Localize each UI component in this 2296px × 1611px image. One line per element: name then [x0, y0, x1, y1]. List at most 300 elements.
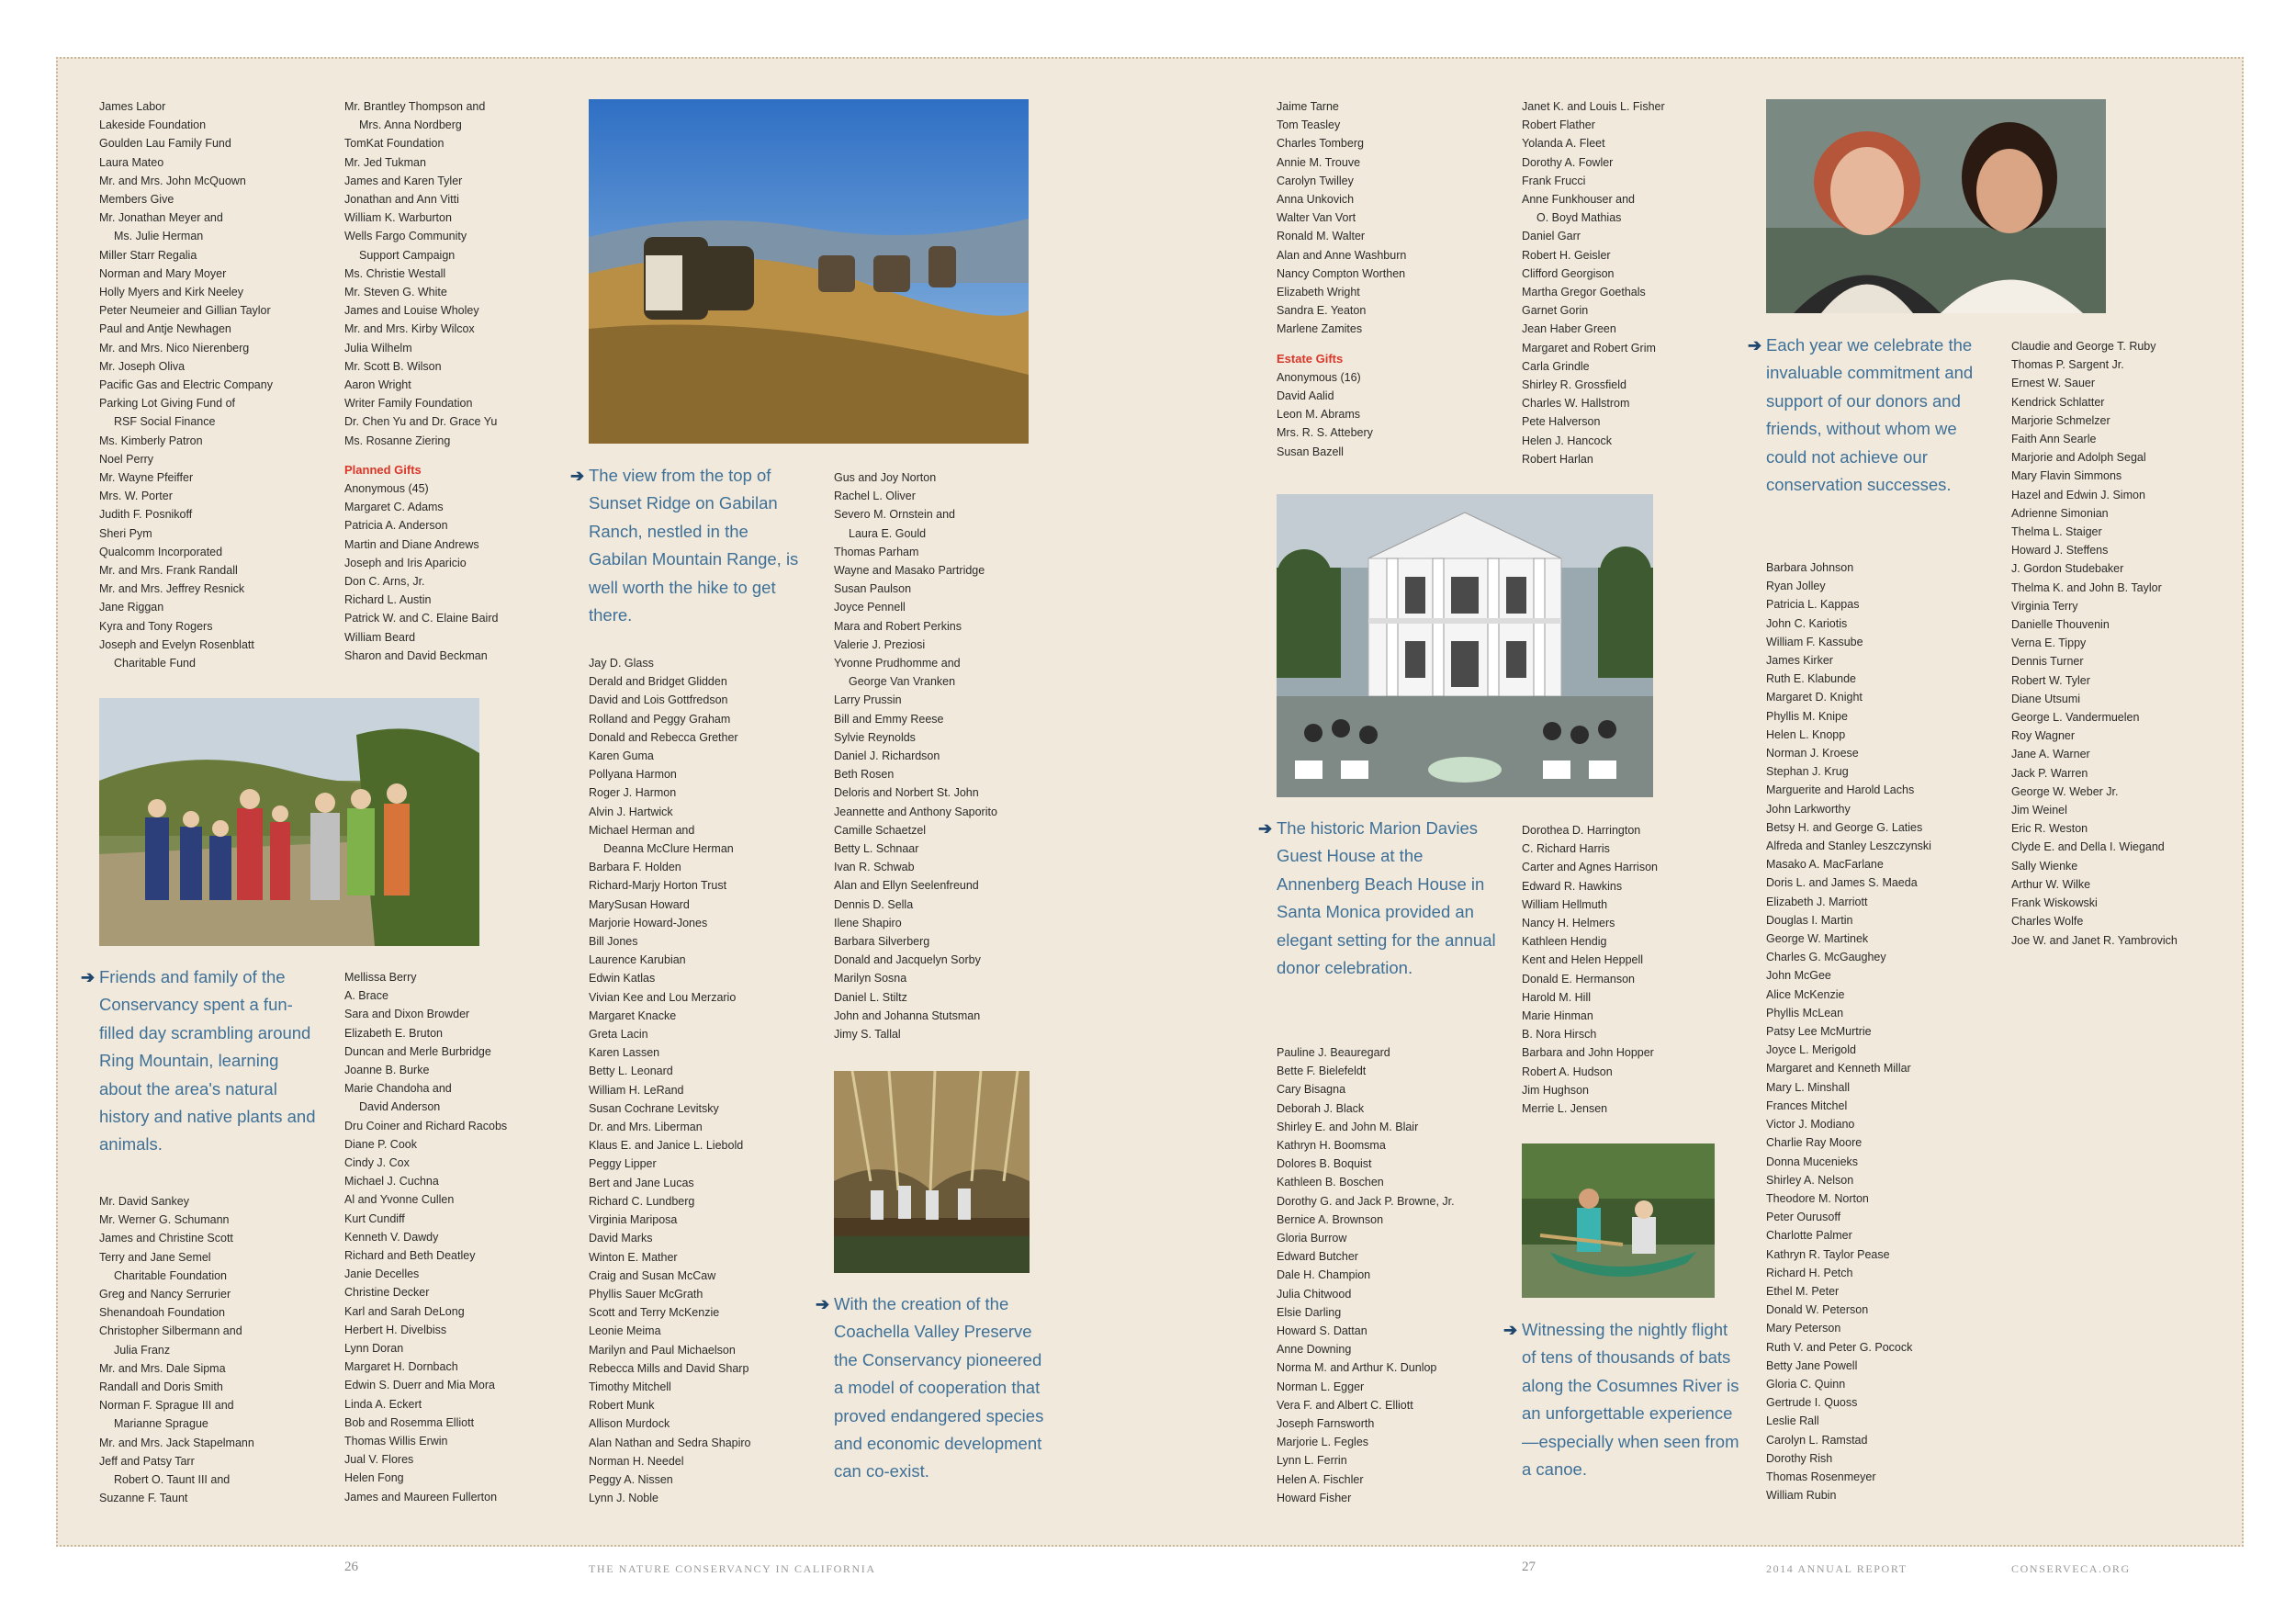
- page-number-left: 26: [344, 1560, 358, 1574]
- donor-name: Robert Flather: [1522, 118, 1595, 132]
- donor-name: William H. LeRand: [589, 1083, 684, 1097]
- caption-coachella: [816, 1290, 1054, 1486]
- donor-name: Holly Myers and Kirk Neeley: [99, 286, 243, 299]
- donor-column-6: [1522, 97, 1761, 468]
- donor-name: Jimy S. Tallal: [834, 1028, 901, 1042]
- donor-name: Rachel L. Oliver: [834, 490, 916, 503]
- donor-name: Phyllis McLean: [1766, 1006, 1844, 1020]
- arrow-icon: ➔: [1748, 336, 1762, 355]
- donor-column-1b: [99, 1192, 338, 1507]
- donor-name: Clifford Georgison: [1522, 266, 1615, 280]
- donor-name: Janie Decelles: [344, 1267, 420, 1281]
- donor-name: Joseph Farnsworth: [1277, 1417, 1375, 1431]
- donor-name: MarySusan Howard: [589, 897, 690, 911]
- donor-name: Mr. Jed Tukman: [344, 155, 426, 169]
- donor-name: Valerie J. Preziosi: [834, 637, 926, 651]
- donor-name: Mary Peterson: [1766, 1322, 1841, 1335]
- donor-name: Rolland and Peggy Graham: [589, 712, 731, 726]
- donor-name: Dennis Turner: [2011, 655, 2084, 669]
- donor-name: Joyce Pennell: [834, 601, 906, 614]
- donor-name: Kathleen Hendig: [1522, 935, 1607, 949]
- arrow-icon: ➔: [1503, 1321, 1518, 1339]
- donor-name: Elizabeth Wright: [1277, 286, 1360, 299]
- donor-name: Virginia Mariposa: [589, 1213, 678, 1227]
- donor-name: Suzanne F. Taunt: [99, 1492, 188, 1505]
- donor-name: Shirley E. and John M. Blair: [1277, 1120, 1419, 1133]
- photo-sunset-ridge: [589, 99, 1029, 444]
- donor-name: Kurt Cundiff: [344, 1211, 405, 1225]
- donor-name: Faith Ann Searle: [2011, 433, 2097, 446]
- donor-name: Richard C. Lundberg: [589, 1194, 695, 1208]
- donor-name: Ryan Jolley: [1766, 580, 1826, 593]
- donor-list: [344, 968, 583, 1506]
- donor-name: Donald and Rebecca Grether: [589, 730, 738, 744]
- donor-name: William Rubin: [1766, 1489, 1837, 1503]
- donor-name: Michael Herman and: [589, 823, 695, 837]
- donor-name: Jane A. Warner: [2011, 748, 2090, 761]
- donor-name: David Aalid: [1277, 389, 1334, 403]
- donor-name: Wayne and Masako Partridge: [834, 564, 985, 578]
- donor-name: George Van Vranken: [849, 675, 956, 689]
- donor-name: Janet K. and Louis L. Fisher: [1522, 100, 1665, 113]
- donor-name: Daniel Garr: [1522, 230, 1581, 243]
- donor-name: Support Campaign: [359, 248, 456, 262]
- donor-name: Dru Coiner and Richard Racobs: [344, 1119, 508, 1132]
- donor-name: Dolores B. Boquist: [1277, 1157, 1372, 1171]
- donor-name: Miller Starr Regalia: [99, 248, 197, 262]
- donor-list: [99, 1192, 338, 1507]
- donor-name: Greta Lacin: [589, 1028, 648, 1042]
- donor-name: Norman L. Egger: [1277, 1380, 1365, 1393]
- donor-list: [344, 479, 583, 665]
- donor-name: Patricia L. Kappas: [1766, 598, 1860, 612]
- donor-name: Robert Munk: [589, 1399, 655, 1413]
- donor-name: Shenandoah Foundation: [99, 1306, 225, 1320]
- donor-name: Garnet Gorin: [1522, 304, 1589, 318]
- donor-name: Noel Perry: [99, 452, 154, 466]
- donor-name: Rebecca Mills and David Sharp: [589, 1361, 749, 1375]
- donor-name: Pete Halverson: [1522, 415, 1601, 429]
- donor-name: Timothy Mitchell: [589, 1380, 671, 1393]
- donor-name: Karl and Sarah DeLong: [344, 1304, 465, 1318]
- donor-name: Mr. Joseph Oliva: [99, 359, 186, 373]
- donor-name: Leonie Meima: [589, 1324, 661, 1338]
- donor-name: Aaron Wright: [344, 378, 411, 392]
- donor-name: Anonymous (45): [344, 482, 429, 496]
- donor-name: Peggy A. Nissen: [589, 1472, 673, 1486]
- donor-name: Joseph and Iris Aparicio: [344, 556, 467, 569]
- donor-name: Kathryn R. Taylor Pease: [1766, 1247, 1890, 1261]
- donor-name: Virginia Terry: [2011, 599, 2078, 613]
- donor-name: Dr. Chen Yu and Dr. Grace Yu: [344, 415, 498, 429]
- donor-name: Greg and Nancy Serrurier: [99, 1288, 231, 1301]
- donor-name: Norma M. and Arthur K. Dunlop: [1277, 1361, 1437, 1375]
- donor-name: Ruth V. and Peter G. Pocock: [1766, 1340, 1913, 1354]
- donor-name: Ms. Kimberly Patron: [99, 434, 203, 447]
- donor-name: Karen Guma: [589, 749, 654, 763]
- donor-name: Betty L. Schnaar: [834, 842, 919, 856]
- donor-name: Don C. Arns, Jr.: [344, 575, 425, 589]
- donor-name: Duncan and Merle Burbridge: [344, 1044, 491, 1058]
- donor-name: Masako A. MacFarlane: [1766, 858, 1884, 872]
- donor-column-7: [1766, 558, 2005, 1504]
- donor-name: James Labor: [99, 100, 166, 113]
- donor-name: Thomas Parham: [834, 545, 919, 558]
- donor-name: Kathryn H. Boomsma: [1277, 1139, 1386, 1153]
- donor-name: Alfreda and Stanley Leszczynski: [1766, 839, 1931, 853]
- donor-name: Daniel J. Richardson: [834, 749, 940, 763]
- donor-name: C. Richard Harris: [1522, 842, 1610, 856]
- donor-name: John Larkworthy: [1766, 802, 1851, 816]
- donor-name: Bill and Emmy Reese: [834, 712, 944, 726]
- caption-sunset-ridge: [570, 462, 809, 629]
- donor-name: Mr. Werner G. Schumann: [99, 1213, 230, 1227]
- donor-name: Craig and Susan McCaw: [589, 1268, 716, 1282]
- donor-name: Claudie and George T. Ruby: [2011, 340, 2156, 353]
- donor-name: Robert H. Geisler: [1522, 248, 1611, 262]
- donor-name: Doris L. and James S. Maeda: [1766, 876, 1918, 890]
- donor-name: Stephan J. Krug: [1766, 765, 1849, 779]
- footer-publication-title: THE NATURE CONSERVANCY IN CALIFORNIA: [589, 1562, 876, 1575]
- donor-name: Dennis D. Sella: [834, 897, 914, 911]
- donor-name: John McGee: [1766, 969, 1831, 983]
- donor-name: Margaret D. Knight: [1766, 691, 1863, 704]
- donor-name: Elizabeth E. Bruton: [344, 1026, 444, 1040]
- donor-name: Mr. Steven G. White: [344, 286, 447, 299]
- donor-name: Laura Mateo: [99, 155, 164, 169]
- donor-name: Kyra and Tony Rogers: [99, 619, 213, 633]
- donor-name: Lynn L. Ferrin: [1277, 1454, 1347, 1468]
- donor-name: Peter Neumeier and Gillian Taylor: [99, 304, 271, 318]
- donor-name: Donald and Jacquelyn Sorby: [834, 953, 981, 967]
- donor-name: TomKat Foundation: [344, 137, 445, 151]
- donor-list: [1766, 558, 2005, 1504]
- donor-name: Margaret C. Adams: [344, 501, 444, 514]
- donor-name: Ms. Christie Westall: [344, 266, 446, 280]
- donor-name: Julia Wilhelm: [344, 341, 412, 355]
- donor-list: [1277, 1043, 1518, 1507]
- donor-name: Marilyn and Paul Michaelson: [589, 1343, 736, 1357]
- donor-name: Betty Jane Powell: [1766, 1358, 1858, 1372]
- donor-name: Michael J. Cuchna: [344, 1175, 439, 1189]
- donor-name: Thelma K. and John B. Taylor: [2011, 580, 2162, 594]
- donor-column-4: [834, 468, 1073, 1043]
- donor-name: George W. Weber Jr.: [2011, 784, 2119, 798]
- donor-name: Margaret and Kenneth Millar: [1766, 1062, 1911, 1076]
- donor-name: Yolanda A. Fleet: [1522, 137, 1605, 151]
- donor-name: Charles Tomberg: [1277, 137, 1364, 151]
- donor-name: Roy Wagner: [2011, 729, 2076, 743]
- donor-name: Alan and Anne Washburn: [1277, 248, 1407, 262]
- donor-name: Mr. and Mrs. John McQuown: [99, 174, 246, 187]
- donor-name: Ms. Julie Herman: [114, 230, 204, 243]
- donor-name: Douglas I. Martin: [1766, 913, 1853, 927]
- caption-text: The view from the top of Sunset Ridge on Gabilan Ranch, nestled in the Gabilan Mountain Range, is well worth the hike to get there.: [589, 466, 799, 625]
- donor-name: Jean Haber Green: [1522, 322, 1616, 336]
- donor-column-2c: [344, 968, 583, 1506]
- donor-name: Anna Unkovich: [1277, 193, 1355, 207]
- caption-text: Witnessing the nightly flight of tens of thousands of bats along the Cosumnes River is an unforgettable experience—especially when seen from a canoe.: [1522, 1320, 1739, 1480]
- donor-name: Mary L. Minshall: [1766, 1080, 1850, 1094]
- donor-name: Deanna McClure Herman: [603, 842, 734, 856]
- donor-name: Eric R. Weston: [2011, 822, 2088, 836]
- donor-name: Dr. and Mrs. Liberman: [589, 1121, 703, 1134]
- donor-name: Edwin S. Duerr and Mia Mora: [344, 1379, 495, 1392]
- donor-name: Barbara Silverberg: [834, 935, 930, 949]
- donor-name: Joyce L. Merigold: [1766, 1043, 1856, 1057]
- donor-list: [2011, 337, 2250, 950]
- donor-name: Deborah J. Black: [1277, 1101, 1365, 1115]
- donor-name: Howard J. Steffens: [2011, 544, 2109, 558]
- footer-report-title: 2014 ANNUAL REPORT: [1766, 1562, 1908, 1575]
- donor-name: Wells Fargo Community: [344, 230, 467, 243]
- donor-name: William F. Kassube: [1766, 635, 1863, 648]
- donor-name: Allison Murdock: [589, 1417, 670, 1431]
- donor-name: Charitable Fund: [114, 657, 196, 670]
- donor-name: Phyllis Sauer McGrath: [589, 1287, 703, 1301]
- donor-name: Frank Frucci: [1522, 174, 1586, 187]
- donor-name: Mr. Wayne Pfeiffer: [99, 471, 194, 485]
- donor-name: Nancy Compton Worthen: [1277, 266, 1406, 280]
- photo-cosumnes-canoe: [1522, 1143, 1715, 1298]
- donor-name: Annie M. Trouve: [1277, 155, 1361, 169]
- donor-name: Marilyn Sosna: [834, 972, 907, 986]
- donor-name: Jual V. Flores: [344, 1453, 414, 1467]
- donor-name: Marie Hinman: [1522, 1009, 1593, 1023]
- donor-name: Lynn Doran: [344, 1342, 404, 1356]
- donor-name: Marlene Zamites: [1277, 322, 1363, 336]
- donor-name: Richard-Marjy Horton Trust: [589, 879, 727, 893]
- donor-name: Jaime Tarne: [1277, 100, 1339, 113]
- donor-name: Al and Yvonne Cullen: [344, 1193, 455, 1207]
- donor-name: Marie Chandoha and: [344, 1082, 452, 1096]
- donor-name: Mrs. R. S. Attebery: [1277, 426, 1373, 440]
- donor-name: Barbara and John Hopper: [1522, 1046, 1654, 1060]
- donor-name: Lakeside Foundation: [99, 118, 207, 132]
- donor-column-5: [1277, 97, 1515, 461]
- donor-name: Susan Paulson: [834, 582, 912, 596]
- donor-name: Sara and Dixon Browder: [344, 1008, 470, 1021]
- donor-name: Victor J. Modiano: [1766, 1118, 1855, 1132]
- donor-name: Jim Hughson: [1522, 1083, 1589, 1097]
- donor-name: Sheri Pym: [99, 526, 152, 540]
- donor-name: Martin and Diane Andrews: [344, 537, 479, 551]
- donor-name: Patrick W. and C. Elaine Baird: [344, 612, 499, 625]
- arrow-icon: ➔: [570, 467, 585, 485]
- donor-name: Marguerite and Harold Lachs: [1766, 783, 1915, 797]
- donor-column-6b: [1522, 821, 1761, 1118]
- donor-name: Goulden Lau Family Fund: [99, 137, 231, 151]
- footer-website: CONSERVECA.ORG: [2011, 1562, 2131, 1575]
- donor-name: Larry Prussin: [834, 693, 902, 707]
- donor-name: Bob and Rosemma Elliott: [344, 1415, 475, 1429]
- donor-name: Elsie Darling: [1277, 1305, 1342, 1319]
- donor-name: Judith F. Posnikoff: [99, 508, 193, 522]
- donor-list: [344, 97, 583, 450]
- donor-name: Roger J. Harmon: [589, 786, 677, 800]
- donor-name: Anne Funkhouser and: [1522, 193, 1636, 207]
- donor-name: Richard L. Austin: [344, 593, 432, 607]
- donor-name: Diane P. Cook: [344, 1137, 417, 1151]
- donor-name: Kathleen B. Boschen: [1277, 1176, 1384, 1189]
- donor-name: Jeannette and Anthony Saporito: [834, 805, 997, 818]
- donor-name: Ronald M. Walter: [1277, 230, 1366, 243]
- donor-name: Margaret and Robert Grim: [1522, 341, 1656, 355]
- donor-name: Julia Chitwood: [1277, 1287, 1352, 1301]
- donor-name: Edward Butcher: [1277, 1250, 1358, 1264]
- donor-name: Bernice A. Brownson: [1277, 1212, 1384, 1226]
- donor-name: Sally Wienke: [2011, 859, 2078, 873]
- donor-name: Charitable Foundation: [114, 1268, 227, 1282]
- donor-name: William Beard: [344, 630, 416, 644]
- section-title-planned-gifts: Planned Gifts: [344, 462, 422, 477]
- donor-name: Leslie Rall: [1766, 1414, 1819, 1428]
- donor-name: Joseph and Evelyn Rosenblatt: [99, 637, 254, 651]
- donor-name: Norman H. Needel: [589, 1454, 684, 1468]
- donor-list: [834, 468, 1073, 1043]
- donor-name: Cary Bisagna: [1277, 1083, 1346, 1097]
- donor-name: Hazel and Edwin J. Simon: [2011, 488, 2145, 501]
- donor-name: Kendrick Schlatter: [2011, 395, 2105, 409]
- page-number-right: 27: [1522, 1560, 1536, 1574]
- donor-name: James and Christine Scott: [99, 1232, 233, 1245]
- arrow-icon: ➔: [81, 968, 96, 986]
- donor-name: Camille Schaetzel: [834, 823, 927, 837]
- donor-name: Walter Van Vort: [1277, 211, 1356, 225]
- donor-name: Merrie L. Jensen: [1522, 1102, 1608, 1116]
- donor-list: [1277, 97, 1515, 339]
- donor-name: Norman and Mary Moyer: [99, 266, 227, 280]
- donor-name: Charlie Ray Moore: [1766, 1136, 1863, 1150]
- photo-two-women-portrait: [1766, 99, 2106, 313]
- donor-column-3: [589, 654, 830, 1507]
- caption-cosumnes: [1503, 1316, 1742, 1483]
- donor-name: Kent and Helen Heppell: [1522, 953, 1644, 967]
- donor-name: Patsy Lee McMurtrie: [1766, 1025, 1872, 1039]
- donor-name: Marjorie Howard-Jones: [589, 916, 708, 929]
- donor-name: Mara and Robert Perkins: [834, 619, 962, 633]
- caption-text: Friends and family of the Conservancy spent a fun-filled day scrambling around Ring Mountain, learning about the area's natural history and native plants and animals.: [99, 967, 316, 1155]
- donor-column-5c: [1277, 1043, 1518, 1507]
- donor-name: Howard Fisher: [1277, 1491, 1352, 1504]
- donor-name: Gloria Burrow: [1277, 1232, 1347, 1245]
- donor-name: Helen Fong: [344, 1471, 404, 1485]
- donor-name: Ms. Rosanne Ziering: [344, 434, 451, 447]
- donor-name: Mr. and Mrs. Frank Randall: [99, 564, 238, 578]
- donor-name: Dorothy Rish: [1766, 1451, 1833, 1465]
- donor-name: RSF Social Finance: [114, 415, 216, 429]
- donor-name: Linda A. Eckert: [344, 1397, 422, 1411]
- donor-name: Nancy H. Helmers: [1522, 917, 1615, 930]
- donor-name: Ivan R. Schwab: [834, 861, 915, 874]
- donor-name: Margaret Knacke: [589, 1008, 677, 1022]
- donor-name: Norman F. Sprague III and: [99, 1399, 234, 1413]
- donor-name: Carla Grindle: [1522, 359, 1590, 373]
- donor-name: Deloris and Norbert St. John: [834, 786, 979, 800]
- donor-name: Yvonne Prudhomme and: [834, 657, 961, 670]
- donor-name: Mr. Jonathan Meyer and: [99, 211, 223, 225]
- donor-name: Alan and Ellyn Seelenfreund: [834, 879, 979, 893]
- donor-name: Sandra E. Yeaton: [1277, 304, 1367, 318]
- donor-name: Kenneth V. Dawdy: [344, 1230, 439, 1244]
- donor-name: Edward R. Hawkins: [1522, 879, 1623, 893]
- caption-text: Each year we celebrate the invaluable commitment and support of our donors and friends, without whom we could not achieve our conservation successes.: [1766, 335, 1974, 495]
- arrow-icon: ➔: [1258, 819, 1273, 838]
- donor-name: Carter and Agnes Harrison: [1522, 861, 1658, 874]
- donor-name: John C. Kariotis: [1766, 616, 1848, 630]
- donor-name: Cindy J. Cox: [344, 1156, 410, 1170]
- donor-name: Charles G. McGaughey: [1766, 951, 1886, 964]
- donor-name: Jack P. Warren: [2011, 766, 2088, 780]
- donor-name: Anne Downing: [1277, 1343, 1352, 1357]
- donor-name: Phyllis M. Knipe: [1766, 709, 1848, 723]
- donor-name: Mr. and Mrs. Jeffrey Resnick: [99, 582, 245, 596]
- donor-name: Ruth E. Klabunde: [1766, 672, 1856, 686]
- donor-name: Pauline J. Beauregard: [1277, 1046, 1390, 1059]
- donor-name: Frances Mitchel: [1766, 1098, 1848, 1112]
- donor-name: Jim Weinel: [2011, 804, 2067, 817]
- donor-name: Leon M. Abrams: [1277, 408, 1361, 422]
- donor-name: Verna E. Tippy: [2011, 637, 2087, 650]
- donor-name: Donald W. Peterson: [1766, 1303, 1869, 1317]
- caption-celebrate: [1748, 332, 1986, 499]
- donor-name: Lynn J. Noble: [589, 1492, 658, 1505]
- donor-name: Jeff and Patsy Tarr: [99, 1454, 195, 1468]
- donor-name: James and Louise Wholey: [344, 304, 479, 318]
- photo-marion-davies-guest-house: [1277, 494, 1653, 797]
- photo-coachella-palm-oasis: [834, 1071, 1030, 1273]
- donor-name: Charles W. Hallstrom: [1522, 397, 1630, 411]
- donor-name: Karen Lassen: [589, 1046, 660, 1060]
- caption-marion-davies: [1258, 815, 1497, 982]
- donor-name: Barbara Johnson: [1766, 561, 1854, 574]
- donor-name: Mary Flavin Simmons: [2011, 469, 2122, 483]
- donor-name: Mr. David Sankey: [99, 1195, 189, 1208]
- donor-name: Marjorie L. Fegles: [1277, 1436, 1369, 1449]
- donor-name: Writer Family Foundation: [344, 397, 473, 411]
- donor-list: [99, 97, 338, 672]
- donor-name: Peter Ourusoff: [1766, 1211, 1841, 1224]
- donor-name: Helen L. Knopp: [1766, 727, 1846, 741]
- donor-name: George W. Martinek: [1766, 932, 1869, 946]
- donor-name: Ilene Shapiro: [834, 916, 902, 929]
- donor-name: Gertrude I. Quoss: [1766, 1396, 1858, 1410]
- donor-name: Mr. and Mrs. Dale Sipma: [99, 1361, 226, 1375]
- donor-name: Donna Mucenieks: [1766, 1155, 1859, 1168]
- donor-name: Gus and Joy Norton: [834, 471, 937, 484]
- donor-name: Adrienne Simonian: [2011, 506, 2109, 520]
- donor-name: Dale H. Champion: [1277, 1268, 1371, 1282]
- donor-column-2: [344, 97, 583, 665]
- donor-name: Paul and Antje Newhagen: [99, 322, 231, 336]
- donor-name: Julia Franz: [114, 1343, 171, 1357]
- donor-list: [589, 654, 830, 1507]
- donor-name: Richard H. Petch: [1766, 1266, 1853, 1279]
- section-title-estate-gifts: Estate Gifts: [1277, 351, 1344, 366]
- donor-name: Jane Riggan: [99, 601, 164, 614]
- donor-name: Danielle Thouvenin: [2011, 618, 2110, 632]
- donor-name: Laura E. Gould: [849, 526, 927, 540]
- donor-name: Dorothy G. and Jack P. Browne, Jr.: [1277, 1194, 1455, 1208]
- donor-name: Bette F. Bielefeldt: [1277, 1065, 1367, 1078]
- donor-name: J. Gordon Studebaker: [2011, 562, 2124, 576]
- donor-name: Mrs. W. Porter: [99, 490, 173, 503]
- donor-name: Severo M. Ornstein and: [834, 508, 956, 522]
- donor-name: Christine Decker: [344, 1286, 430, 1300]
- donor-name: Susan Cochrane Levitsky: [589, 1101, 719, 1115]
- donor-name: Elizabeth J. Marriott: [1766, 895, 1868, 908]
- donor-name: James and Karen Tyler: [344, 174, 463, 187]
